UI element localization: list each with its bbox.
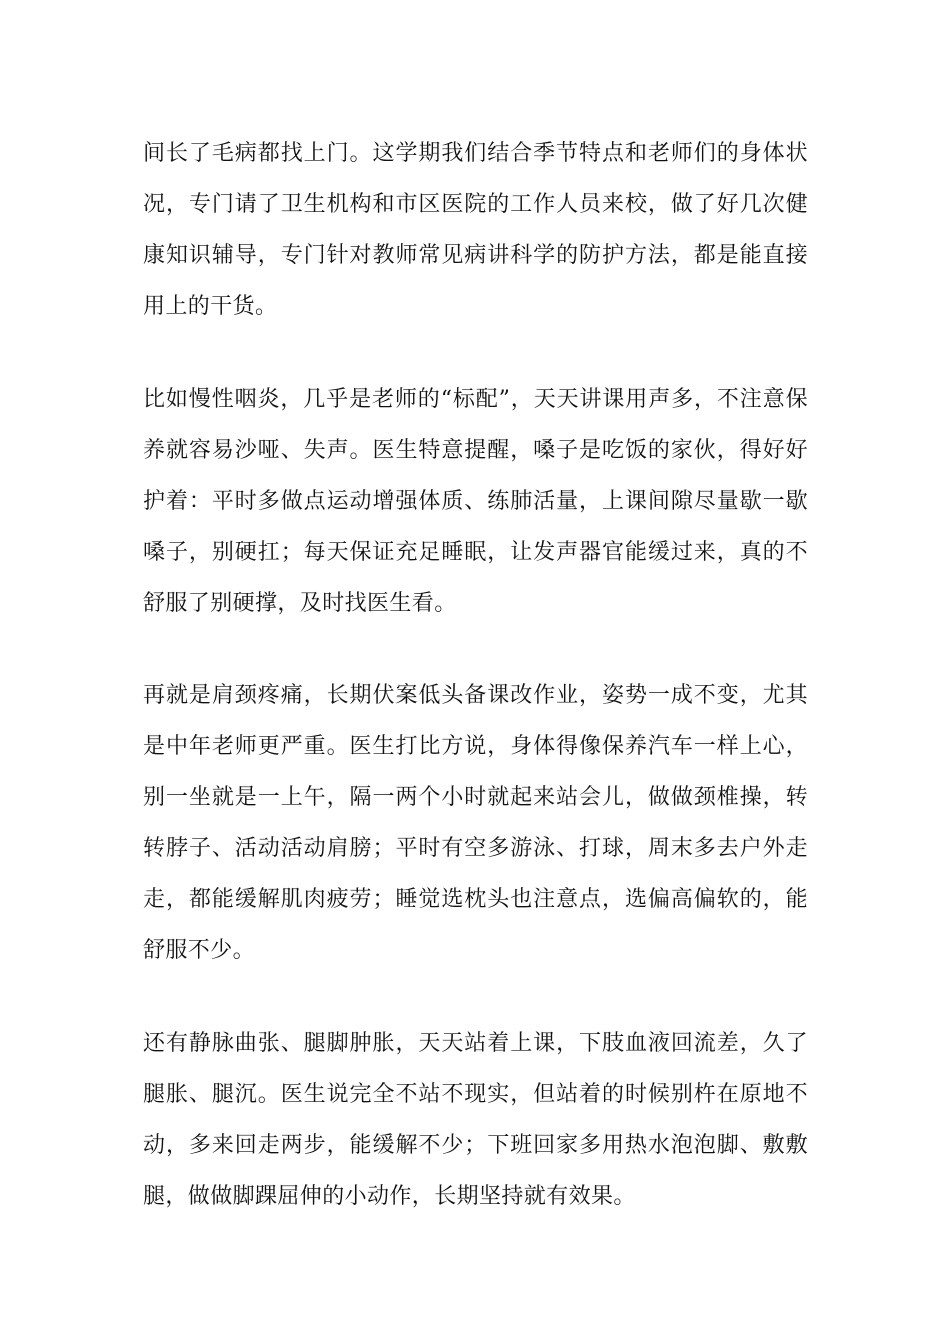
paragraph-pharyngitis: 比如慢性咽炎，几乎是老师的“标配”，天天讲课用声多，不注意保养就容易沙哑、失声。医生特意提醒，嗓子是吃饭的家伙，得好好护着：平时多做点运动增强体质、练肺活量，上课间隙尽量歇一歇嗓子，别硬扛；每天保证充足睡眠，让发声器官能缓过来，真的不舒服了别硬撑，及时找医生看。 bbox=[143, 387, 808, 616]
paragraph-health-lectures: 间长了毛病都找上门。这学期我们结合季节特点和老师们的身体状况，专门请了卫生机构和市区医院的工作人员来校，做了好几次健康知识辅导，专门针对教师常见病讲科学的防护方法，都是能直接用上的干货。 bbox=[143, 141, 808, 319]
paragraph-varicose-veins: 还有静脉曲张、腿脚肿胀，天天站着上课，下肢血液回流差，久了腿胀、腿沉。医生说完全不站不现实，但站着的时候别杵在原地不动，多来回走两步，能缓解不少；下班回家多用热水泡泡脚、敷敷腿，做做脚踝屈伸的小动作，长期坚持就有效果。 bbox=[143, 1031, 808, 1209]
paragraph-neck-shoulder-pain: 再就是肩颈疼痛，长期伏案低头备课改作业，姿势一成不变，尤其是中年老师更严重。医生打比方说，身体得像保养汽车一样上心，别一坐就是一上午，隔一两个小时就起来站会儿，做做颈椎操，转转脖子、活动活动肩膀；平时有空多游泳、打球，周末多去户外走走，都能缓解肌肉疲劳；睡觉选枕头也注意点，选偏高偏软的，能舒服不少。 bbox=[143, 683, 808, 963]
